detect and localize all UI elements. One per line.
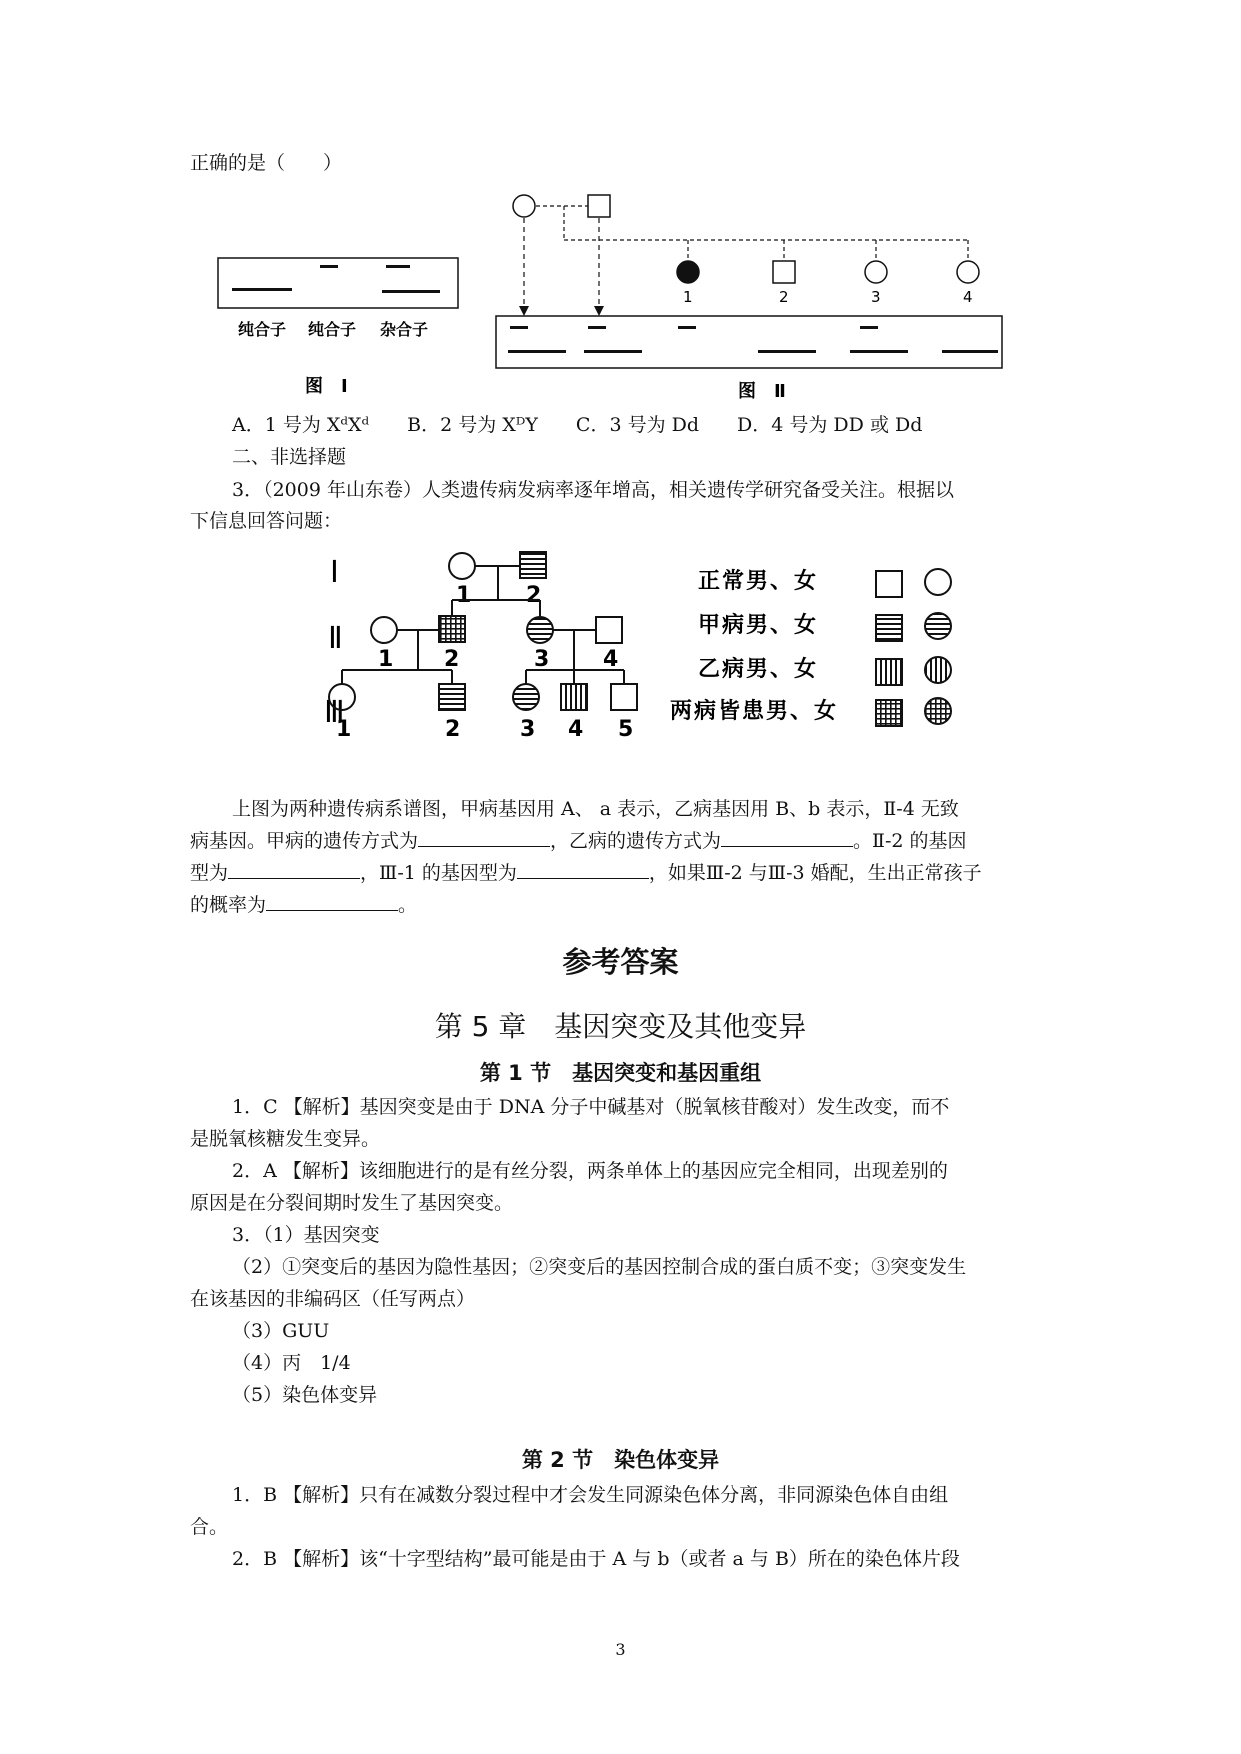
chapter-title: 第 5 章 基因突变及其他变异	[434, 1010, 807, 1043]
fig2-caption: 图 Ⅱ	[738, 381, 786, 402]
gen3-num-2: 2	[445, 717, 461, 742]
section-heading-nonchoice: 二、非选择题	[232, 446, 347, 468]
legend-normal: 正常男、女	[698, 569, 819, 594]
text: 病基因。甲病的遗传方式为	[190, 830, 419, 852]
figure-2-pedigree-gel	[488, 188, 1028, 403]
fig1-label-3: 杂合子	[380, 320, 429, 339]
answer-blank[interactable]	[517, 860, 649, 879]
answer-1-line-2: 是脱氧核糖发生变异。	[190, 1128, 381, 1150]
answer-blank[interactable]	[418, 828, 550, 847]
page-number: 3	[615, 1640, 626, 1659]
section-2-title: 第 2 节 染色体变异	[521, 1448, 720, 1472]
q3-line-1: 3．（2009 年山东卷）人类遗传病发病率逐年增高，相关遗传学研究备受关注。根据以	[232, 479, 954, 501]
answer-blank[interactable]	[266, 892, 398, 911]
text: 型为	[190, 862, 229, 884]
q3-paragraph-line-1: 上图为两种遗传病系谱图，甲病基因用 A、 a 表示，乙病基因用 B、b 表示，Ⅱ-4 无致	[232, 798, 959, 820]
q3-paragraph-line-4	[190, 892, 417, 918]
gen2-num-4: 4	[603, 647, 619, 672]
answer-3-1: 3．（1）基因突变	[232, 1224, 380, 1246]
text: ，如果Ⅲ-2 与Ⅲ-3 婚配，生出正常孩子	[648, 862, 982, 884]
text: 。Ⅱ-2 的基因	[853, 830, 967, 852]
gen2-num-2: 2	[444, 647, 460, 672]
q3-paragraph-line-3	[190, 860, 982, 886]
gen3-num-4: 4	[568, 717, 584, 742]
gen1-num-1: 1	[456, 583, 472, 608]
section-1-title: 第 1 节 基因突变和基因重组	[479, 1061, 762, 1085]
gen-label-2: Ⅱ	[328, 621, 343, 656]
fig1-label-2: 纯合子	[308, 320, 357, 339]
pedigree-chart	[320, 548, 980, 768]
answer-3-5: （5）染色体变异	[232, 1384, 378, 1406]
answer-3-3: （3）GUU	[232, 1320, 330, 1342]
fig1-label-1: 纯合子	[238, 320, 287, 339]
text: ，Ⅲ-1 的基因型为	[360, 862, 517, 884]
s2-answer-1-line-2: 合。	[190, 1516, 229, 1538]
fig2-num-2: 2	[779, 288, 789, 306]
gen3-num-5: 5	[618, 717, 634, 742]
question-stem-tail: 正确的是（ ）	[190, 152, 343, 174]
answer-3-2-line-1: （2）①突变后的基因为隐性基因；②突变后的基因控制合成的蛋白质不变；③突变发生	[232, 1256, 967, 1278]
answer-2-line-1: 2．A 【解析】该细胞进行的是有丝分裂，两条单体上的基因应完全相同，出现差别的	[232, 1160, 948, 1182]
s2-answer-1-line-1: 1．B 【解析】只有在减数分裂过程中才会发生同源染色体分离，非同源染色体自由组	[232, 1484, 949, 1506]
figure-1-electrophoresis	[210, 250, 470, 400]
answer-3-4: （4）丙 1/4	[232, 1352, 351, 1374]
q3-line-2: 下信息回答问题：	[190, 510, 343, 532]
text: 。	[398, 894, 418, 916]
gen3-num-1: 1	[336, 717, 352, 742]
fig2-num-1: 1	[683, 288, 693, 306]
q3-paragraph-line-2	[190, 828, 967, 854]
s2-answer-2-line-1: 2．B 【解析】该“十字型结构”最可能是由于 A 与 b（或者 a 与 B）所在的染色体片段	[232, 1548, 960, 1570]
text: ，乙病的遗传方式为	[550, 830, 722, 852]
fig1-caption: 图 Ⅰ	[305, 376, 348, 397]
fig2-num-3: 3	[871, 288, 881, 306]
gen1-num-2: 2	[526, 583, 542, 608]
q2-options: A．1 号为 XᵈXᵈ B．2 号为 XᴰY C．3 号为 Dd D．4 号为 DD 或 Dd	[232, 414, 923, 436]
gen-label-1: Ⅰ	[330, 555, 339, 590]
answer-3-2-line-2: 在该基因的非编码区（任写两点）	[190, 1288, 476, 1310]
answer-blank[interactable]	[228, 860, 360, 879]
gen-label-3: Ⅲ	[324, 695, 345, 730]
gen2-num-3: 3	[534, 647, 550, 672]
legend-disease-a: 甲病男、女	[698, 613, 819, 638]
answer-1-line-1: 1．C 【解析】基因突变是由于 DNA 分子中碱基对（脱氧核苷酸对）发生改变，而不	[232, 1096, 950, 1118]
answer-blank[interactable]	[721, 828, 853, 847]
gen3-num-3: 3	[520, 717, 536, 742]
answer-2-line-2: 原因是在分裂间期时发生了基因突变。	[190, 1192, 514, 1214]
legend-both: 两病皆患男、女	[670, 699, 839, 724]
text: 的概率为	[190, 894, 267, 916]
answers-title: 参考答案	[562, 945, 679, 979]
gen2-num-1: 1	[378, 647, 394, 672]
legend-disease-b: 乙病男、女	[698, 657, 819, 682]
fig2-num-4: 4	[963, 288, 973, 306]
